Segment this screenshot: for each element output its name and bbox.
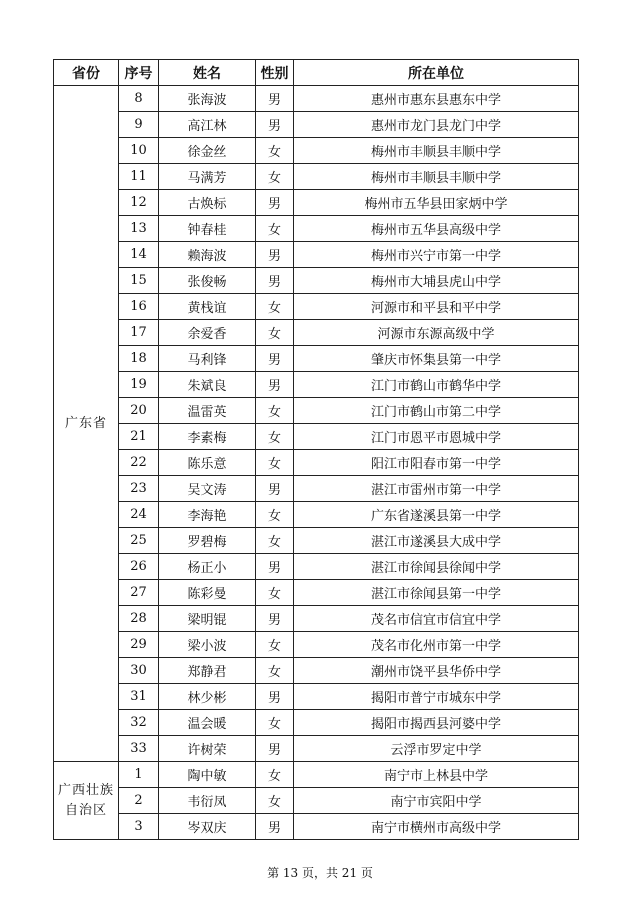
unit-cell: 阳江市阳春市第一中学: [294, 450, 579, 476]
unit-cell: 梅州市五华县高级中学: [294, 216, 579, 242]
unit-cell: 梅州市大埔县虎山中学: [294, 268, 579, 294]
header-number: 序号: [119, 60, 159, 86]
gender-cell: 男: [256, 190, 294, 216]
gender-cell: 女: [256, 398, 294, 424]
gender-cell: 男: [256, 554, 294, 580]
gender-cell: 女: [256, 424, 294, 450]
gender-cell: 女: [256, 450, 294, 476]
name-cell: 余爱香: [159, 320, 256, 346]
number-cell: 27: [119, 580, 159, 606]
number-cell: 15: [119, 268, 159, 294]
number-cell: 3: [119, 814, 159, 840]
unit-cell: 江门市鹤山市鹤华中学: [294, 372, 579, 398]
gender-cell: 女: [256, 320, 294, 346]
unit-cell: 河源市东源高级中学: [294, 320, 579, 346]
name-cell: 朱斌良: [159, 372, 256, 398]
number-cell: 21: [119, 424, 159, 450]
table-row: [54, 658, 579, 684]
table-row: [54, 710, 579, 736]
gender-cell: 女: [256, 164, 294, 190]
gender-cell: 女: [256, 632, 294, 658]
unit-cell: 梅州市丰顺县丰顺中学: [294, 164, 579, 190]
table-row: [54, 294, 579, 320]
number-cell: 1: [119, 762, 159, 788]
number-cell: 25: [119, 528, 159, 554]
table-row: [54, 580, 579, 606]
name-cell: 黄栈谊: [159, 294, 256, 320]
gender-cell: 女: [256, 788, 294, 814]
page-footer: 第 13 页，共 21 页: [267, 866, 373, 880]
name-cell: 林少彬: [159, 684, 256, 710]
gender-cell: 女: [256, 294, 294, 320]
unit-cell: 梅州市兴宁市第一中学: [294, 242, 579, 268]
name-cell: 马利锋: [159, 346, 256, 372]
unit-cell: 揭阳市普宁市城东中学: [294, 684, 579, 710]
name-cell: 许树荣: [159, 736, 256, 762]
unit-cell: 南宁市上林县中学: [294, 762, 579, 788]
unit-cell: 惠州市惠东县惠东中学: [294, 86, 579, 112]
gender-cell: 女: [256, 216, 294, 242]
number-cell: 19: [119, 372, 159, 398]
number-cell: 23: [119, 476, 159, 502]
name-cell: 郑静君: [159, 658, 256, 684]
table-row: [54, 138, 579, 164]
unit-cell: 肇庆市怀集县第一中学: [294, 346, 579, 372]
name-cell: 陈乐意: [159, 450, 256, 476]
gender-cell: 女: [256, 580, 294, 606]
name-cell: 温会暖: [159, 710, 256, 736]
table-row: [54, 216, 579, 242]
gender-cell: 男: [256, 814, 294, 840]
name-cell: 高江林: [159, 112, 256, 138]
table-row: [54, 86, 579, 112]
unit-cell: 湛江市徐闻县第一中学: [294, 580, 579, 606]
name-cell: 李海艳: [159, 502, 256, 528]
name-cell: 岑双庆: [159, 814, 256, 840]
table-row: [54, 632, 579, 658]
name-cell: 杨正小: [159, 554, 256, 580]
name-cell: 陈彩曼: [159, 580, 256, 606]
unit-cell: 茂名市化州市第一中学: [294, 632, 579, 658]
gender-cell: 男: [256, 268, 294, 294]
unit-cell: 江门市恩平市恩城中学: [294, 424, 579, 450]
number-cell: 26: [119, 554, 159, 580]
table-row: [54, 372, 579, 398]
name-cell: 古焕标: [159, 190, 256, 216]
gender-cell: 女: [256, 528, 294, 554]
table-row: [54, 450, 579, 476]
name-cell: 陶中敏: [159, 762, 256, 788]
name-cell: 吴文涛: [159, 476, 256, 502]
gender-cell: 男: [256, 372, 294, 398]
number-cell: 8: [119, 86, 159, 112]
number-cell: 10: [119, 138, 159, 164]
gender-cell: 男: [256, 476, 294, 502]
header-gender: 性别: [256, 60, 294, 86]
province-cell: [54, 762, 119, 840]
table-row: [54, 320, 579, 346]
number-cell: 9: [119, 112, 159, 138]
province-cell: [54, 86, 119, 762]
unit-cell: 南宁市横州市高级中学: [294, 814, 579, 840]
number-cell: 16: [119, 294, 159, 320]
unit-cell: 梅州市丰顺县丰顺中学: [294, 138, 579, 164]
unit-cell: 广东省遂溪县第一中学: [294, 502, 579, 528]
name-cell: 李素梅: [159, 424, 256, 450]
unit-cell: 南宁市宾阳中学: [294, 788, 579, 814]
gender-cell: 男: [256, 736, 294, 762]
number-cell: 14: [119, 242, 159, 268]
header-unit: 所在单位: [294, 60, 579, 86]
number-cell: 13: [119, 216, 159, 242]
number-cell: 12: [119, 190, 159, 216]
table-row: [54, 476, 579, 502]
province-label: 广西壮族自治区: [58, 782, 115, 818]
unit-cell: 江门市鹤山市第二中学: [294, 398, 579, 424]
table-row: [54, 502, 579, 528]
number-cell: 22: [119, 450, 159, 476]
gender-cell: 女: [256, 710, 294, 736]
header-row: [54, 60, 579, 86]
roster-body: [54, 86, 579, 840]
table-row: [54, 606, 579, 632]
name-cell: 韦衍凤: [159, 788, 256, 814]
table-row: [54, 554, 579, 580]
gender-cell: 男: [256, 112, 294, 138]
number-cell: 2: [119, 788, 159, 814]
table-row: [54, 190, 579, 216]
header-province: 省份: [54, 60, 119, 86]
unit-cell: 潮州市饶平县华侨中学: [294, 658, 579, 684]
name-cell: 马满芳: [159, 164, 256, 190]
unit-cell: 湛江市徐闻县徐闻中学: [294, 554, 579, 580]
table-row: [54, 268, 579, 294]
number-cell: 33: [119, 736, 159, 762]
number-cell: 11: [119, 164, 159, 190]
name-cell: 温雷英: [159, 398, 256, 424]
unit-cell: 梅州市五华县田家炳中学: [294, 190, 579, 216]
table-row: [54, 398, 579, 424]
table-row: [54, 814, 579, 840]
number-cell: 20: [119, 398, 159, 424]
gender-cell: 男: [256, 346, 294, 372]
name-cell: 梁明锟: [159, 606, 256, 632]
table-row: [54, 762, 579, 788]
gender-cell: 男: [256, 684, 294, 710]
table-row: [54, 424, 579, 450]
header-name: 姓名: [159, 60, 256, 86]
table-row: [54, 164, 579, 190]
gender-cell: 女: [256, 658, 294, 684]
number-cell: 31: [119, 684, 159, 710]
table-row: [54, 242, 579, 268]
name-cell: 罗碧梅: [159, 528, 256, 554]
number-cell: 18: [119, 346, 159, 372]
name-cell: 梁小波: [159, 632, 256, 658]
gender-cell: 男: [256, 242, 294, 268]
number-cell: 17: [119, 320, 159, 346]
number-cell: 28: [119, 606, 159, 632]
gender-cell: 男: [256, 86, 294, 112]
name-cell: 张俊畅: [159, 268, 256, 294]
gender-cell: 女: [256, 138, 294, 164]
unit-cell: 河源市和平县和平中学: [294, 294, 579, 320]
unit-cell: 云浮市罗定中学: [294, 736, 579, 762]
number-cell: 29: [119, 632, 159, 658]
unit-cell: 揭阳市揭西县河婆中学: [294, 710, 579, 736]
province-label: 广东省: [64, 415, 107, 431]
number-cell: 32: [119, 710, 159, 736]
table-row: [54, 684, 579, 710]
table-row: [54, 346, 579, 372]
gender-cell: 男: [256, 606, 294, 632]
name-cell: 张海波: [159, 86, 256, 112]
name-cell: 赖海波: [159, 242, 256, 268]
unit-cell: 茂名市信宜市信宜中学: [294, 606, 579, 632]
table-row: [54, 528, 579, 554]
table-row: [54, 788, 579, 814]
gender-cell: 女: [256, 502, 294, 528]
unit-cell: 湛江市雷州市第一中学: [294, 476, 579, 502]
name-cell: 钟春桂: [159, 216, 256, 242]
number-cell: 30: [119, 658, 159, 684]
unit-cell: 惠州市龙门县龙门中学: [294, 112, 579, 138]
table-row: [54, 736, 579, 762]
unit-cell: 湛江市遂溪县大成中学: [294, 528, 579, 554]
number-cell: 24: [119, 502, 159, 528]
gender-cell: 女: [256, 762, 294, 788]
name-cell: 徐金丝: [159, 138, 256, 164]
table-row: [54, 112, 579, 138]
roster-table: [53, 59, 579, 840]
